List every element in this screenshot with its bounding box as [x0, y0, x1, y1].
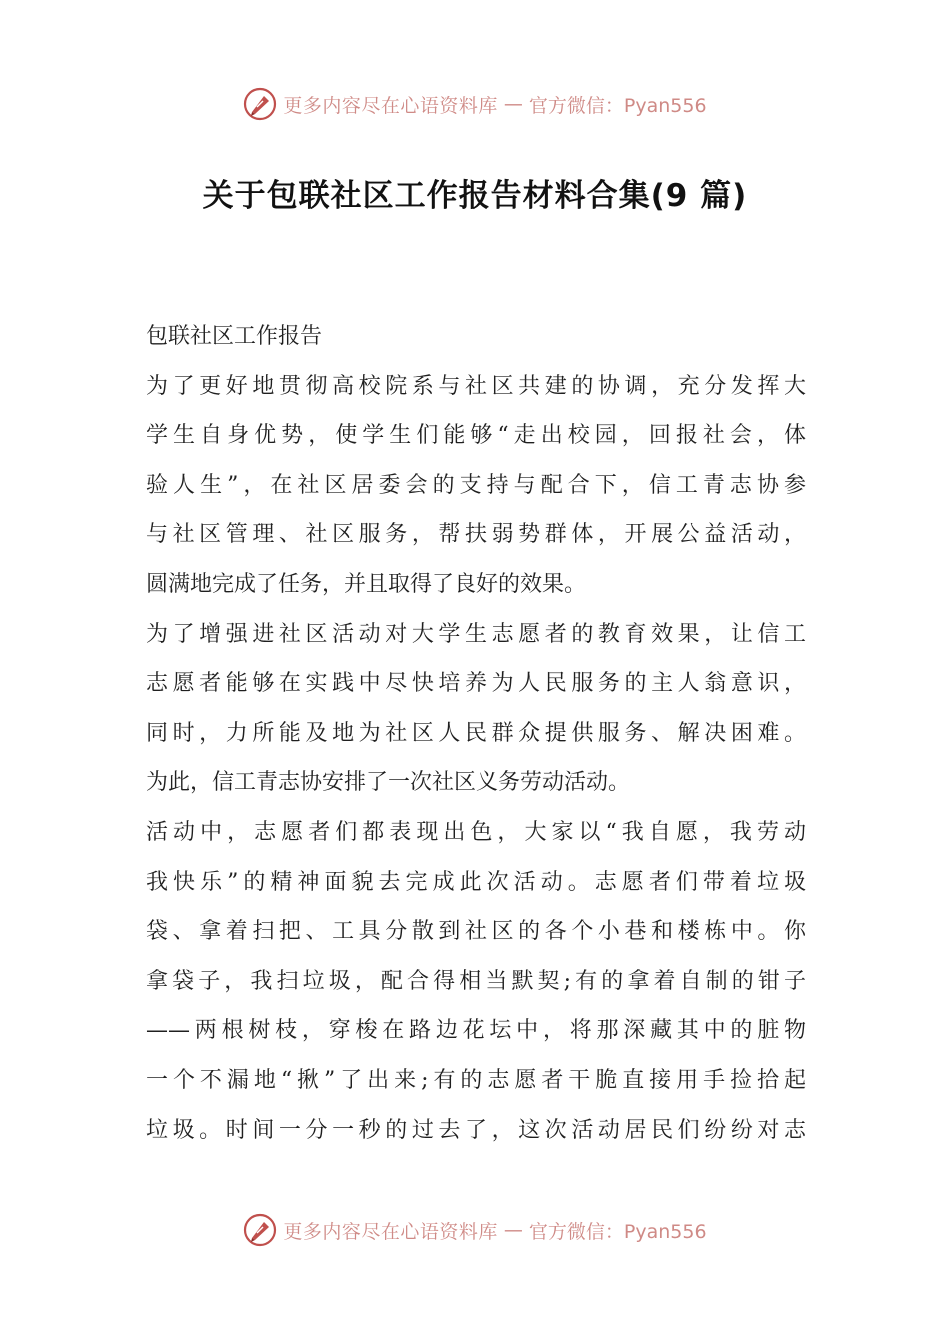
body-line: 为了更好地贯彻高校院系与社区共建的协调，充分发挥大	[146, 373, 806, 399]
body-line: 袋、拿着扫把、工具分散到社区的各个小巷和楼栋中。你	[146, 919, 806, 945]
body-line: 包联社区工作报告	[146, 324, 323, 349]
body-line: 同时，力所能及地为社区人民群众提供服务、解决困难。	[146, 720, 806, 746]
watermark-contact: 官方微信：Pyan556	[528, 94, 707, 117]
watermark-contact: 官方微信：Pyan556	[528, 1220, 707, 1243]
body-line: 垃圾。时间一分一秒的过去了，这次活动居民们纷纷对志	[146, 1117, 806, 1143]
body-line: 学生自身优势，使学生们能够“走出校园，回报社会，体	[146, 423, 806, 449]
body-line: 活动中，志愿者们都表现出色，大家以“我自愿，我劳动	[146, 819, 806, 845]
watermark-text: 更多内容尽在心语资料库	[283, 1220, 498, 1243]
header-watermark	[0, 84, 950, 124]
body-line: 验人生”，在社区居委会的支持与配合下，信工青志协参	[146, 472, 806, 498]
body-line: 志愿者能够在实践中尽快培养为人民服务的主人翁意识，	[146, 671, 806, 697]
body-line: 圆满地完成了任务，并且取得了良好的效果。	[146, 571, 587, 597]
body-line: 拿袋子，我扫垃圾，配合得相当默契;有的拿着自制的钳子	[146, 968, 806, 994]
body-line: 我快乐”的精神面貌去完成此次活动。志愿者们带着垃圾	[146, 869, 806, 895]
document-body	[146, 312, 806, 1155]
watermark-separator: —	[503, 93, 523, 115]
document-title: 关于包联社区工作报告材料合集(9 篇)	[202, 178, 748, 214]
body-line: 为了增强进社区活动对大学生志愿者的教育效果，让信工	[146, 621, 806, 647]
pen-nib-logo-icon	[243, 87, 277, 121]
footer-watermark	[0, 1210, 950, 1250]
pen-nib-logo-icon	[243, 1213, 277, 1247]
watermark-text: 更多内容尽在心语资料库	[283, 94, 498, 117]
body-line: 一个不漏地“揪”了出来;有的志愿者干脆直接用手捡拾起	[146, 1067, 806, 1093]
body-line: 为此，信工青志协安排了一次社区义务劳动活动。	[146, 770, 631, 796]
watermark-separator: —	[503, 1219, 523, 1241]
body-line: 与社区管理、社区服务，帮扶弱势群体，开展公益活动，	[146, 522, 806, 548]
body-line: ——两根树枝，穿梭在路边花坛中，将那深藏其中的脏物	[146, 1018, 806, 1044]
